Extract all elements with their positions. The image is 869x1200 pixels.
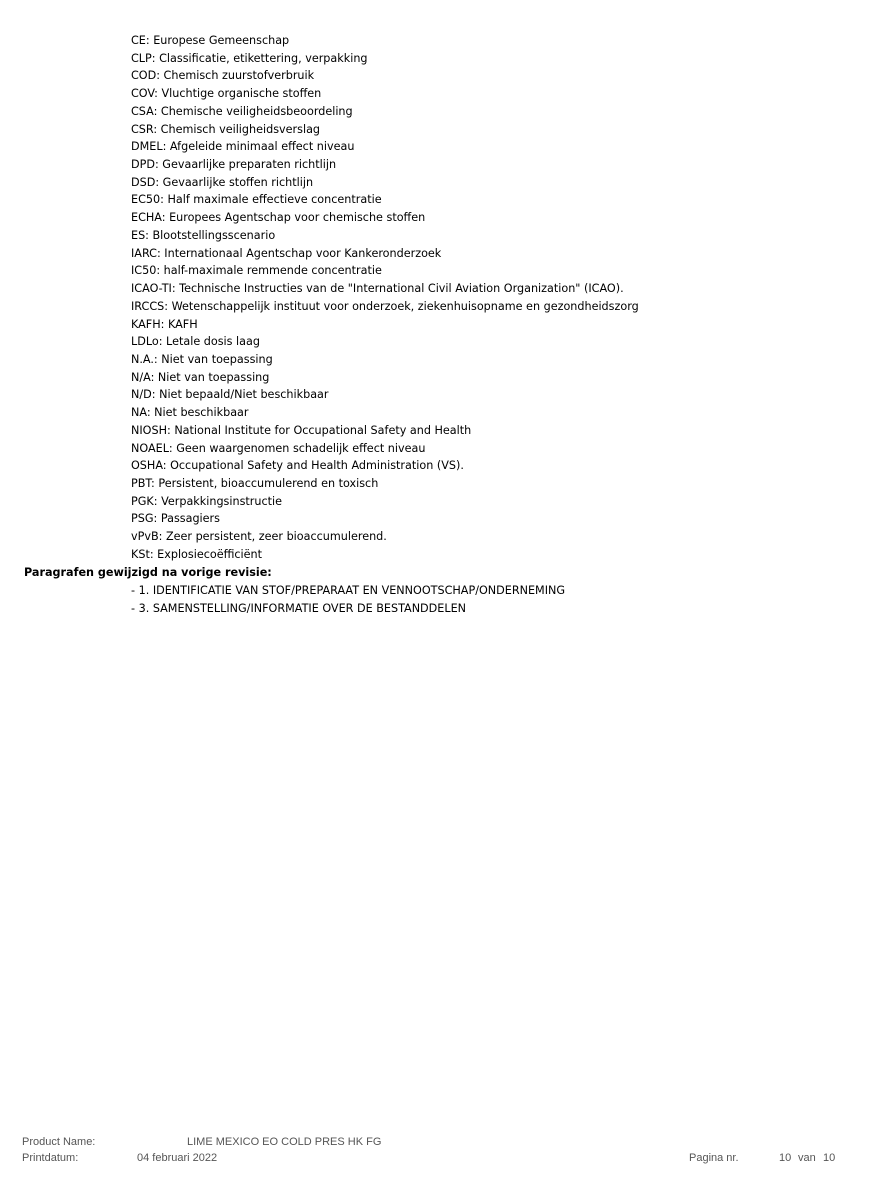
abbreviation-item: EC50: Half maximale effectieve concentratie: [131, 193, 382, 207]
abbreviation-item: IARC: Internationaal Agentschap voor Kankeronderzoek: [131, 246, 442, 260]
abbreviation-item: COV: Vluchtige organische stoffen: [131, 87, 322, 101]
revision-list: [131, 582, 565, 617]
abbreviation-item: NOAEL: Geen waargenomen schadelijk effect niveau: [131, 441, 426, 455]
abbreviation-item: COD: Chemisch zuurstofverbruik: [131, 69, 315, 83]
abbreviation-item: OSHA: Occupational Safety and Health Administration (VS).: [131, 459, 464, 473]
abbreviation-item: PSG: Passagiers: [131, 512, 220, 526]
abbreviation-item: IC50: half-maximale remmende concentratie: [131, 264, 382, 278]
abbreviation-item: NIOSH: National Institute for Occupational Safety and Health: [131, 423, 472, 437]
abbreviation-item: ES: Blootstellingsscenario: [131, 228, 276, 242]
revision-item: - 3. SAMENSTELLING/INFORMATIE OVER DE BESTANDDELEN: [131, 601, 467, 615]
page-of-label: van: [798, 1152, 816, 1164]
abbreviation-item: KAFH: KAFH: [131, 317, 198, 331]
abbreviation-item: PGK: Verpakkingsinstructie: [131, 494, 283, 508]
abbreviation-item: CSA: Chemische veiligheidsbeoordeling: [131, 104, 353, 118]
abbreviation-item: CSR: Chemisch veiligheidsverslag: [131, 122, 321, 136]
abbreviation-item: KSt: Explosiecoëfficiënt: [131, 547, 263, 561]
abbreviation-item: ICAO-TI: Technische Instructies van de "International Civil Aviation Organization" (ICAO).: [131, 282, 624, 296]
abbreviation-item: N/D: Niet bepaald/Niet beschikbaar: [131, 388, 329, 402]
abbreviation-item: CLP: Classificatie, etikettering, verpakking: [131, 51, 368, 65]
revision-item: - 1. IDENTIFICATIE VAN STOF/PREPARAAT EN VENNOOTSCHAP/ONDERNEMING: [131, 584, 566, 597]
product-name-value: LIME MEXICO EO COLD PRES HK FG: [187, 1136, 382, 1148]
abbreviation-item: N/A: Niet van toepassing: [131, 370, 270, 384]
abbreviation-item: NA: Niet beschikbaar: [131, 406, 249, 420]
page-footer: [0, 1136, 869, 1176]
abbreviation-item: ECHA: Europees Agentschap voor chemische stoffen: [131, 211, 426, 225]
abbreviation-item: N.A.: Niet van toepassing: [131, 352, 273, 366]
print-date-label: Printdatum:: [22, 1152, 79, 1164]
page-total: 10: [823, 1152, 836, 1164]
abbreviations-list: [131, 32, 851, 564]
abbreviation-item: DMEL: Afgeleide minimaal effect niveau: [131, 140, 355, 154]
abbreviation-item: IRCCS: Wetenschappelijk instituut voor onderzoek, ziekenhuisopname en gezondheidszorg: [131, 299, 639, 313]
abbreviation-item: DPD: Gevaarlijke preparaten richtlijn: [131, 158, 337, 172]
abbreviation-item: CE: Europese Gemeenschap: [131, 34, 290, 47]
abbreviation-item: vPvB: Zeer persistent, zeer bioaccumulerend.: [131, 530, 387, 544]
page-number-label: Pagina nr.: [689, 1152, 739, 1164]
abbreviation-item: DSD: Gevaarlijke stoffen richtlijn: [131, 175, 314, 189]
revision-heading: Paragrafen gewijzigd na vorige revisie:: [24, 566, 272, 579]
print-date-value: 04 februari 2022: [137, 1152, 218, 1164]
abbreviation-item: PBT: Persistent, bioaccumulerend en toxisch: [131, 476, 379, 490]
page-number: 10: [779, 1152, 792, 1164]
product-name-label: Product Name:: [22, 1136, 96, 1148]
abbreviation-item: LDLo: Letale dosis laag: [131, 335, 260, 349]
